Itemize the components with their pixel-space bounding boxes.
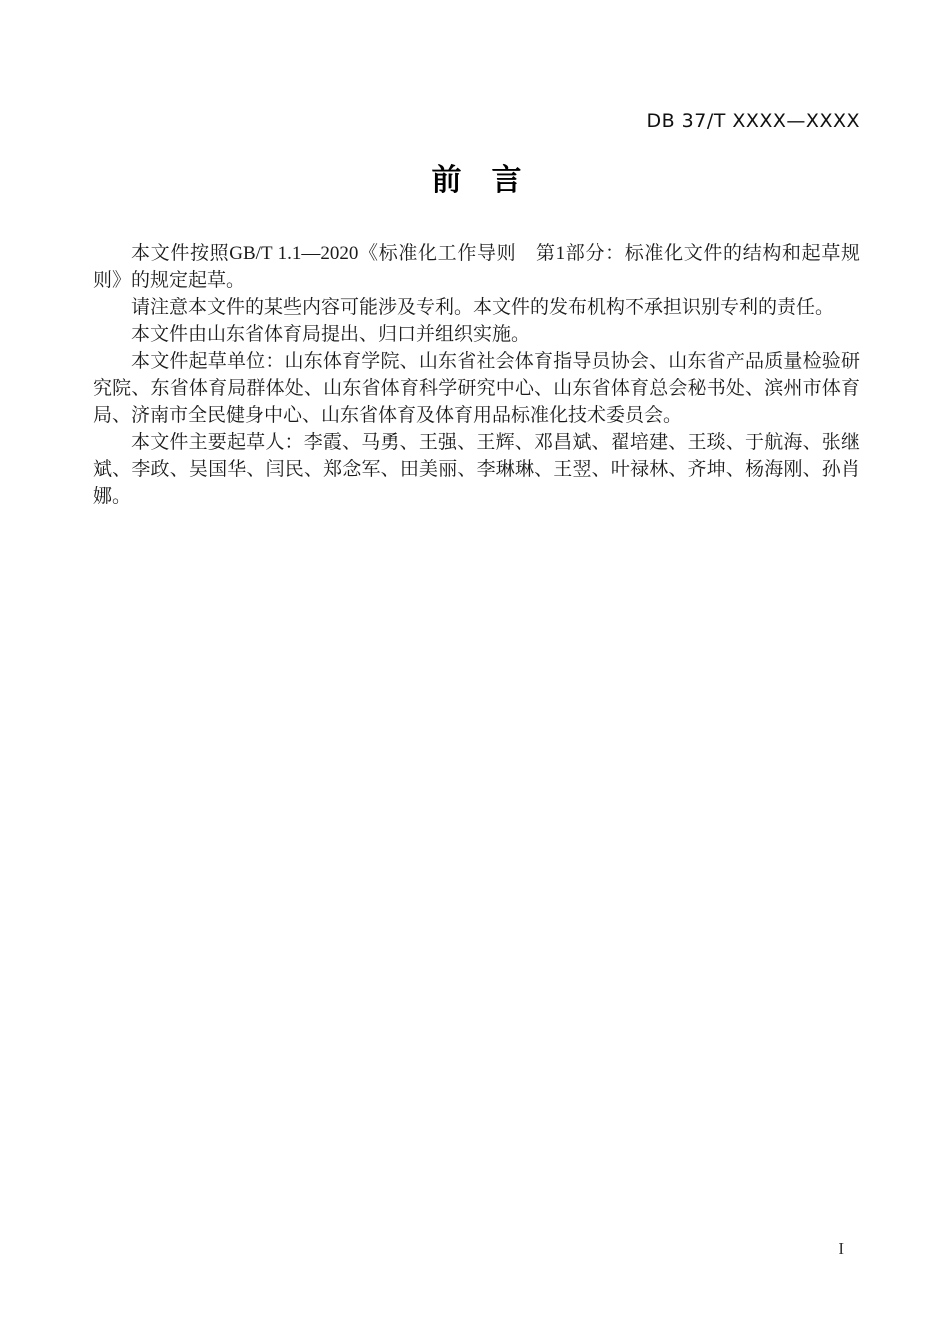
document-body	[93, 240, 860, 510]
page-title: 前 言	[431, 164, 522, 197]
document-number: DB 37/T XXXX—XXXX	[646, 110, 860, 132]
paragraph-patent-notice: 请注意本文件的某些内容可能涉及专利。本文件的发布机构不承担识别专利的责任。	[131, 297, 835, 318]
paragraph-proposing-body: 本文件由山东省体育局提出、归口并组织实施。	[131, 324, 531, 345]
page-number: I	[838, 1239, 844, 1258]
paragraph-main-drafters: 本文件主要起草人：李霞、马勇、王强、王辉、邓昌斌、翟培建、王琰、于航海、张继斌、李政、吴国华、闫民、郑念军、田美丽、李琳琳、王翌、叶禄林、齐坤、杨海刚、孙肖娜。	[93, 432, 860, 507]
paragraph-drafting-basis: 本文件按照GB/T 1.1—2020《标准化工作导则 第1部分：标准化文件的结构和起草规则》的规定起草。	[93, 243, 860, 291]
paragraph-drafting-organizations: 本文件起草单位：山东体育学院、山东省社会体育指导员协会、山东省产品质量检验研究院、东省体育局群体处、山东省体育科学研究中心、山东省体育总会秘书处、滨州市体育局、济南市全民健身中心、山东省体育及体育用品标准化技术委员会。	[93, 351, 860, 426]
